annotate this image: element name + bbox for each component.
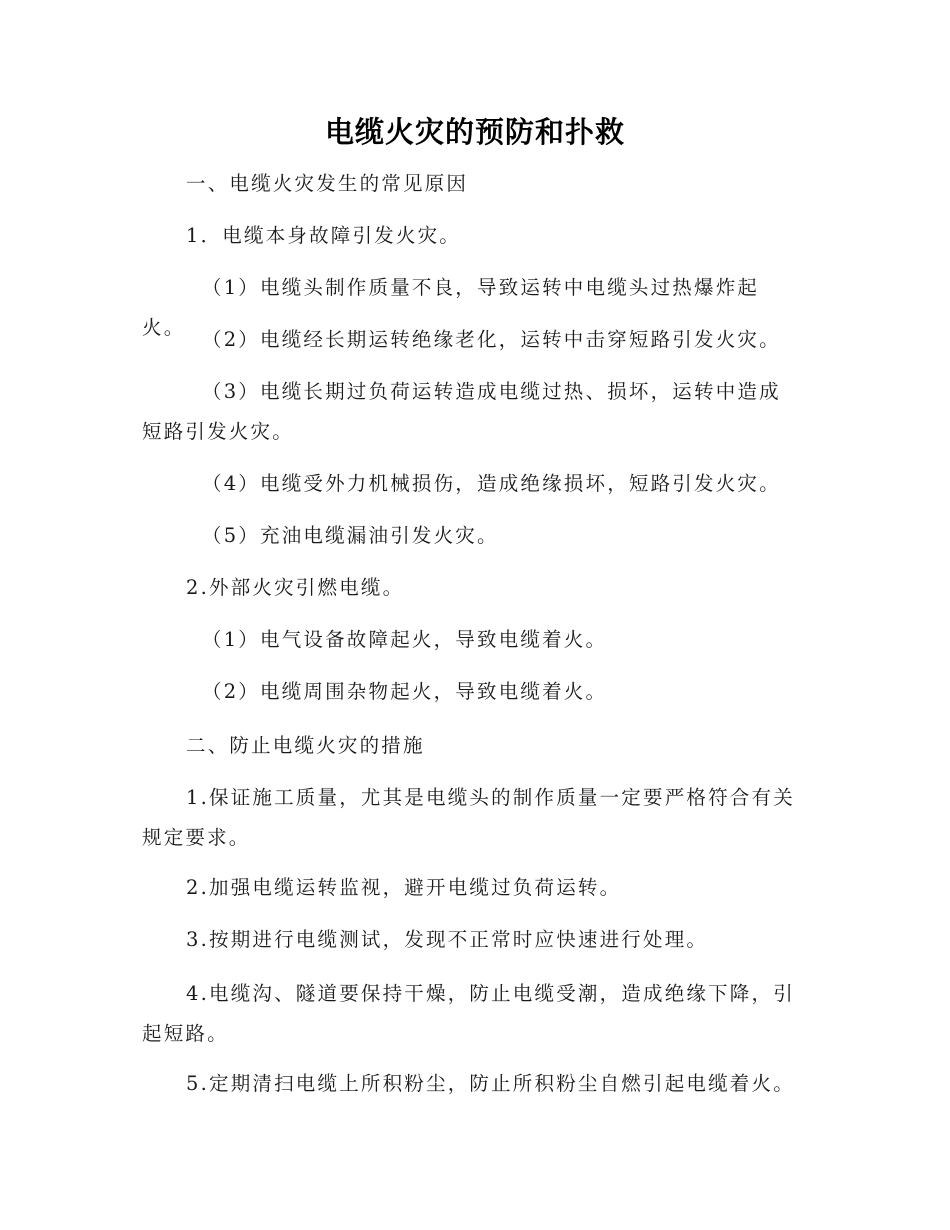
- measure-item-2: 2.加强电缆运转监视，避开电缆过负荷运转。: [186, 876, 622, 899]
- measure-item-1: 1.保证施工质量，尤其是电缆头的制作质量一定要严格符合有关规定要求。: [142, 786, 795, 849]
- paragraph-subitem-2-1: （1）电气设备故障起火，导致电缆着火。: [202, 628, 608, 651]
- section-heading-1: 一、电缆火灾发生的常见原因: [186, 172, 469, 195]
- paragraph-subitem-2-2: （2）电缆周围杂物起火，导致电缆着火。: [202, 680, 608, 703]
- measure-item-4: 4.电缆沟、隧道要保持干燥，防止电缆受潮，造成绝缘下降，引起短路。: [142, 982, 795, 1045]
- measure-item-3: 3.按期进行电缆测试，发现不正常时应快速进行处理。: [186, 928, 709, 951]
- paragraph-item-2: 2.外部火灾引燃电缆。: [186, 576, 405, 599]
- measure-item-5: 5.定期清扫电缆上所积粉尘，防止所积粉尘自燃引起电缆着火。: [186, 1072, 795, 1095]
- paragraph-subitem-1-3: （3）电缆长期过负荷运转造成电缆过热、损坏，运转中造成短路引发火灾。: [142, 380, 781, 443]
- paragraph-subitem-1-4: （4）电缆受外力机械损伤，造成绝缘损坏，短路引发火灾。: [202, 472, 781, 495]
- paragraph-subitem-1-2: （2）电缆经长期运转绝缘老化，运转中击穿短路引发火灾。: [202, 328, 781, 351]
- section-heading-2: 二、防止电缆火灾的措施: [186, 734, 425, 757]
- document-title: 电缆火灾的预防和扑救: [324, 115, 625, 149]
- paragraph-subitem-1-5: （5）充油电缆漏油引发火灾。: [202, 524, 499, 547]
- paragraph-item-1: 1．电缆本身故障引发火灾。: [186, 224, 462, 247]
- paragraph-subitem-1-1: （1）电缆头制作质量不良，导致运转中电缆头过热爆炸起火。: [142, 276, 760, 339]
